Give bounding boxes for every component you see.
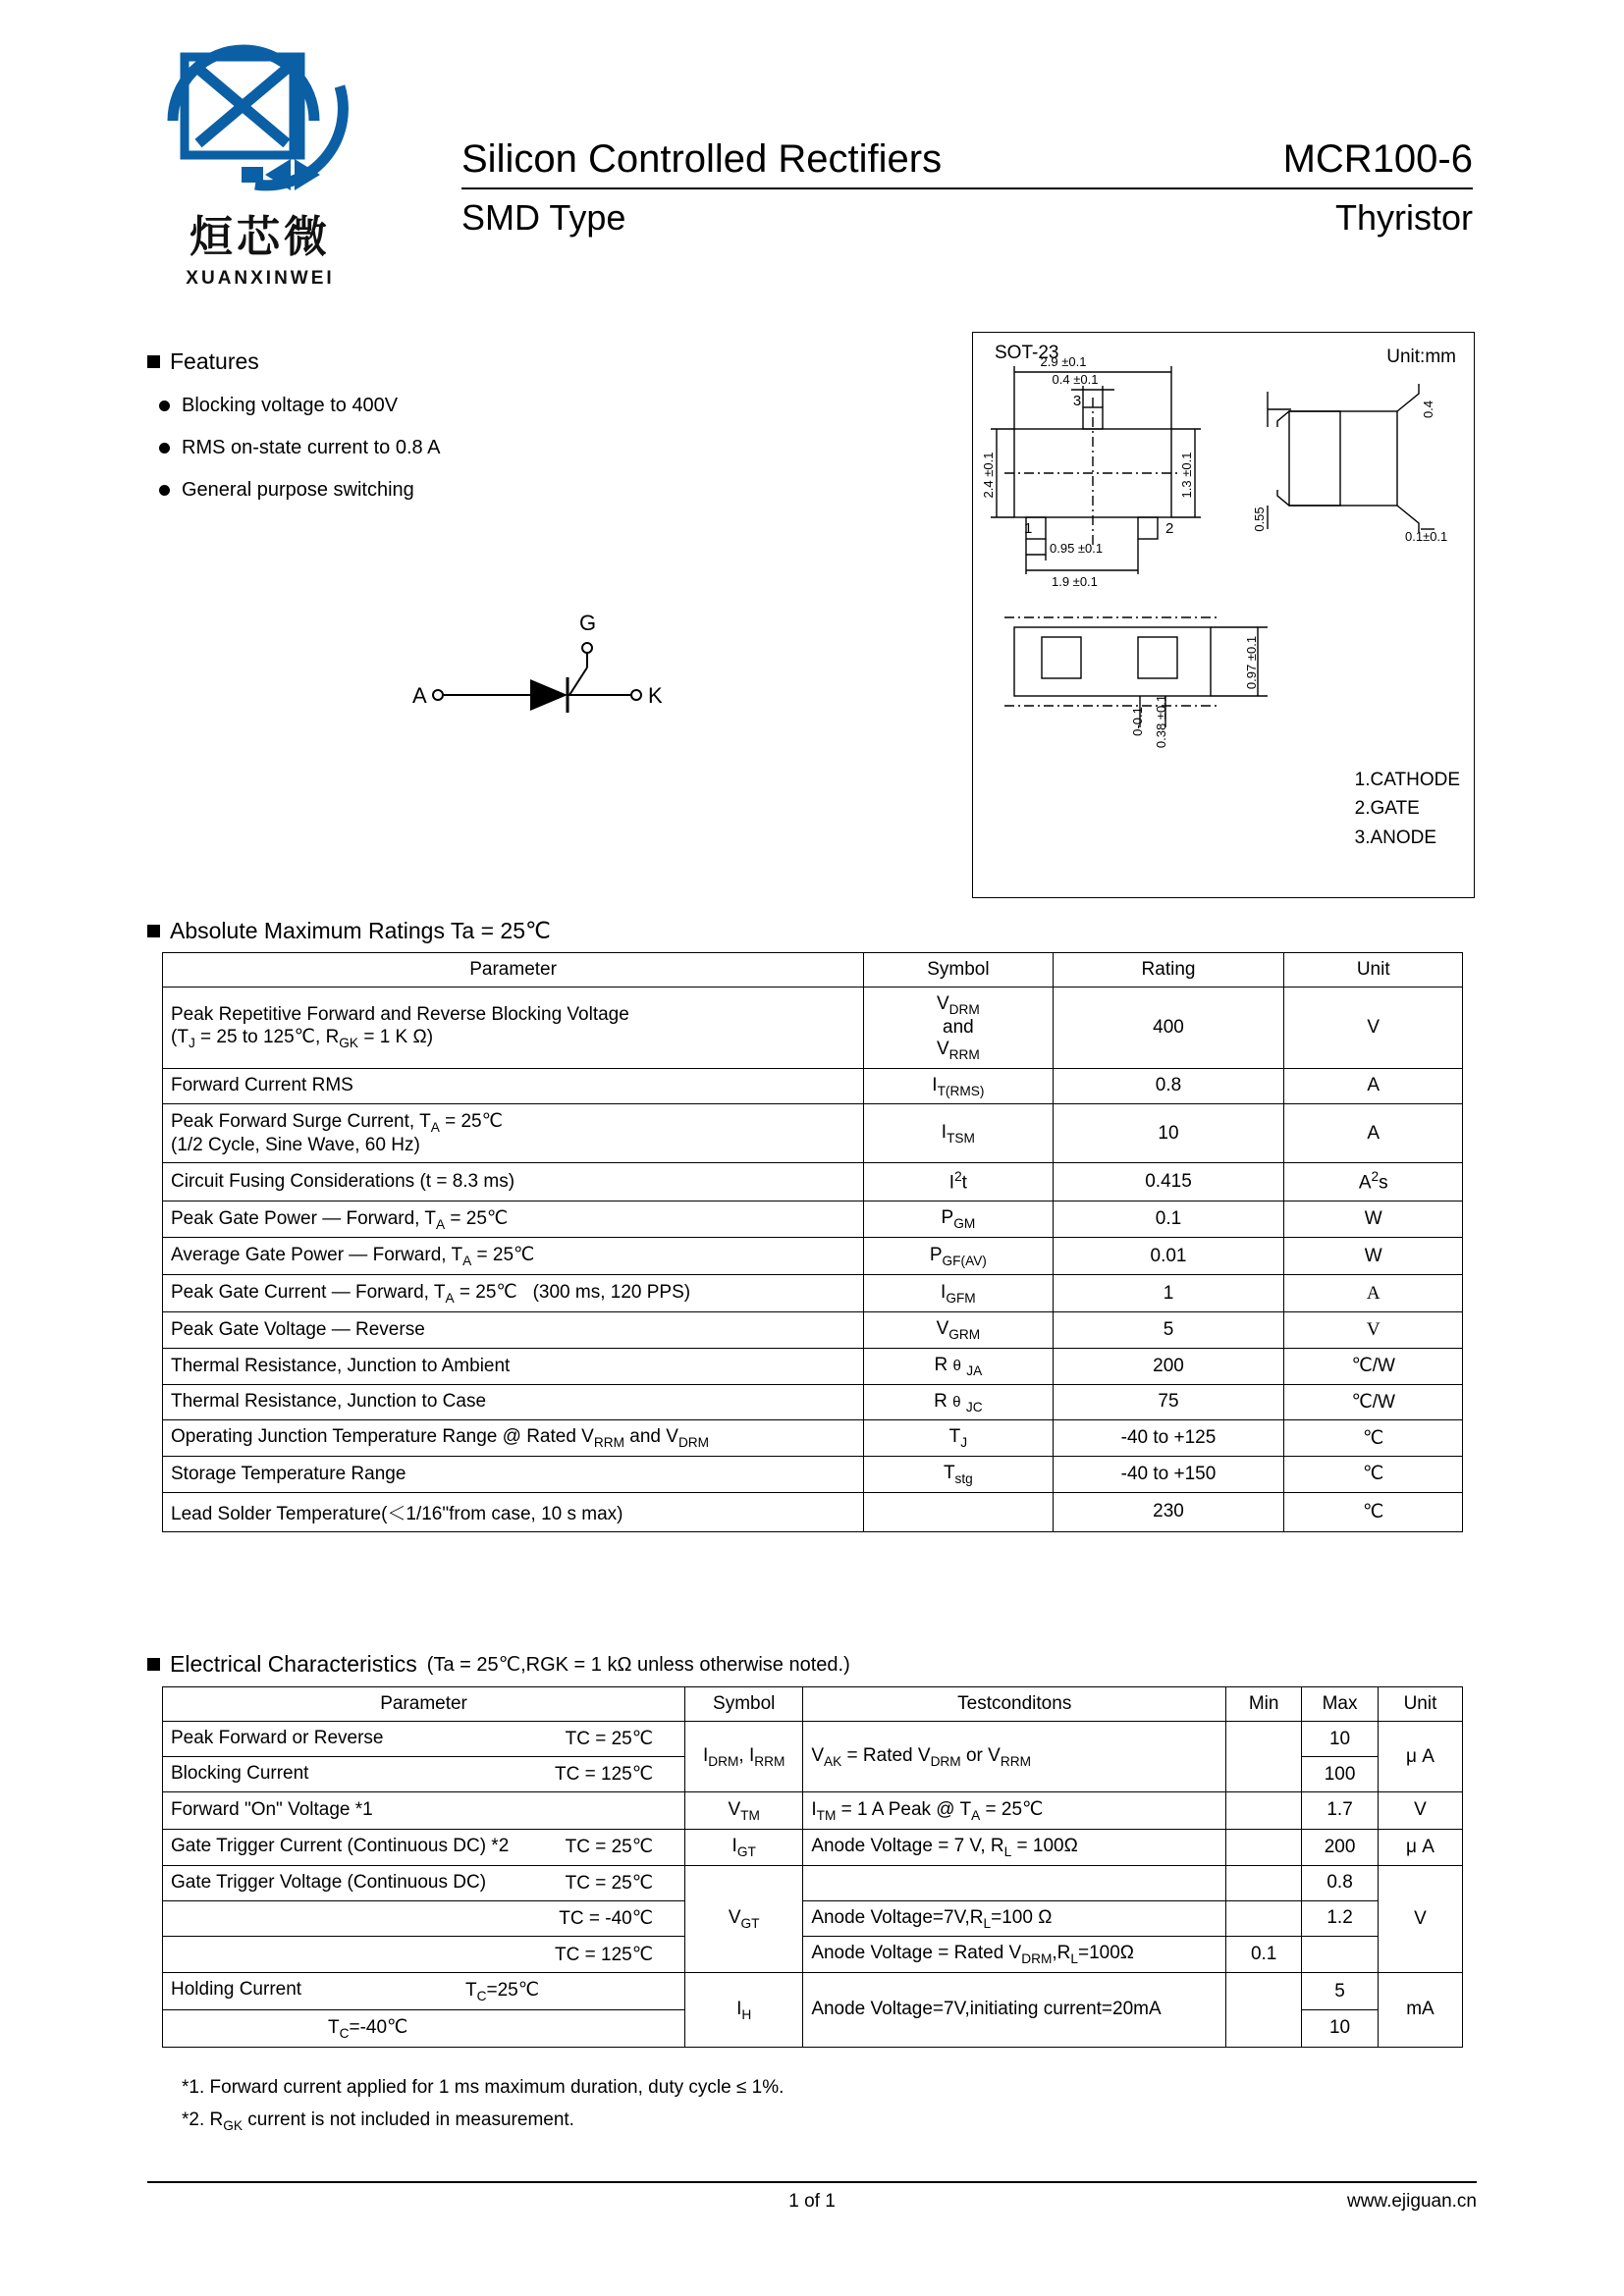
table-header-row: [163, 953, 1463, 988]
cell-rating: 0.415: [1053, 1163, 1284, 1201]
bullet-square-icon: [147, 925, 160, 937]
cell-unit: V: [1378, 1865, 1462, 1973]
footnotes: [182, 2071, 784, 2138]
footnote-item: *2. $R_{GK}$ current is not included in measurement.: [182, 2109, 574, 2134]
table-row: [163, 1865, 1463, 1900]
features-heading: [147, 348, 658, 375]
cell-parameter: Average Gate Power — Forward, $T_A$ = 25℃: [163, 1238, 864, 1275]
cell-symbol: $I_{GT}$: [685, 1829, 803, 1865]
cell-unit: V: [1284, 988, 1463, 1069]
cell-parameter: Peak Repetitive Forward and Reverse Blocking Voltage ($T_J = 25$ to 125℃, $R_{GK} = 1$ K Ω): [163, 988, 864, 1069]
cell-min: [1226, 1973, 1302, 2048]
symbol-cathode-label: K: [648, 683, 663, 708]
param-cond: $T_C=-40℃$: [328, 2016, 408, 2041]
cell-unit: A: [1284, 1068, 1463, 1104]
param-cond: TC = -40℃: [559, 1907, 654, 1929]
cell-min: [1226, 1829, 1302, 1865]
dim-bottom-h1: 0.97 ±0.1: [1244, 635, 1259, 690]
title-block: [461, 137, 1473, 239]
page-number: 1 of 1: [788, 2191, 836, 2212]
cell-max: 1.7: [1302, 1792, 1379, 1830]
table-row: [163, 1722, 1463, 1757]
cell-symbol: $V_{TM}$: [685, 1792, 803, 1830]
cell-parameter: Forward "On" Voltage *1: [163, 1792, 685, 1830]
electrical-characteristics-heading: [147, 1651, 850, 1678]
cell-symbol: $V_{GT}$: [685, 1865, 803, 1973]
cell-testconditions: [803, 1865, 1226, 1900]
cell-testconditions: $I_{TM} = 1$ A Peak @ $T_A$ = 25℃: [803, 1792, 1226, 1830]
param-text: Gate Trigger Voltage (Continuous DC): [171, 1871, 487, 1893]
cell-unit: V: [1378, 1792, 1462, 1830]
cell-max: 0.8: [1302, 1865, 1379, 1900]
logo-chinese-name: 烜芯微: [189, 213, 331, 261]
symbol-gate-label: G: [579, 611, 597, 635]
dim-bottom-h2: 0.38 ±0.1: [1154, 694, 1168, 749]
electrical-characteristics-heading-label: Electrical Characteristics: [170, 1651, 417, 1677]
cell-symbol: $I_H$: [685, 1973, 803, 2048]
param-text: Holding Current: [171, 1979, 302, 2001]
dim-top-inner: 0.4 ±0.1: [1052, 372, 1099, 387]
cell-parameter: Circuit Fusing Considerations (t = 8.3 ms): [163, 1163, 864, 1201]
cell-parameter: [163, 1722, 685, 1757]
cell-rating: 230: [1053, 1492, 1284, 1531]
param-cond: TC = 25℃: [565, 1837, 654, 1858]
cell-rating: 1: [1053, 1275, 1284, 1312]
table-row: [163, 1792, 1463, 1830]
cell-rating: 200: [1053, 1348, 1284, 1384]
page-header: [0, 0, 1624, 294]
cell-unit: ℃: [1284, 1420, 1463, 1457]
cell-max: [1302, 1937, 1379, 1973]
cell-symbol: $T_J$: [864, 1420, 1053, 1457]
pin-legend-item: 2.GATE: [1354, 798, 1420, 820]
bullet-dot-icon: [159, 400, 170, 411]
cell-max: 1.2: [1302, 1900, 1379, 1937]
column-header-symbol: Symbol: [685, 1687, 803, 1722]
cell-unit: $A^2s$: [1284, 1163, 1463, 1201]
cell-symbol: $I_{DRM}$, $I_{RRM}$: [685, 1722, 803, 1792]
document-subtitle: SMD Type: [461, 197, 626, 238]
table-row: [163, 1492, 1463, 1531]
column-header-parameter: Parameter: [163, 953, 864, 988]
package-unit: Unit:mm: [1386, 347, 1456, 367]
table-row: [163, 1829, 1463, 1865]
cell-parameter: Peak Gate Power — Forward, $T_A$ = 25℃: [163, 1201, 864, 1238]
bullet-dot-icon: [159, 443, 170, 454]
cell-unit: μ A: [1378, 1722, 1462, 1792]
cell-unit: mA: [1378, 1973, 1462, 2048]
cell-min: [1226, 1722, 1302, 1792]
table-row: [163, 1104, 1463, 1163]
pin-number-3: 3: [1072, 393, 1082, 409]
package-outline-drawing: [972, 332, 1475, 898]
table-row: [163, 1201, 1463, 1238]
cell-rating: 0.1: [1053, 1201, 1284, 1238]
table-row: [163, 1311, 1463, 1348]
pin-number-1: 1: [1024, 520, 1033, 537]
cell-min: 0.1: [1226, 1937, 1302, 1973]
bullet-dot-icon: [159, 485, 170, 496]
cell-testconditions: Anode Voltage=7V,initiating current=20mA: [803, 1973, 1226, 2048]
cell-symbol: $V_{GRM}$: [864, 1311, 1053, 1348]
absolute-max-ratings-heading: [147, 918, 551, 944]
footer-divider: [147, 2181, 1477, 2183]
cell-rating: -40 to +150: [1053, 1457, 1284, 1493]
pin-legend-item: 1.CATHODE: [1354, 769, 1460, 790]
column-header-unit: Unit: [1284, 953, 1463, 988]
param-text: Peak Forward or Reverse: [171, 1728, 384, 1748]
cell-symbol: $I_{GFM}$: [864, 1275, 1053, 1312]
cell-symbol: $V_{DRM}$ and $V_{RRM}$: [864, 988, 1053, 1069]
cell-parameter: Peak Forward Surge Current, $T_A$ = 25℃ (1/2 Cycle, Sine Wave, 60 Hz): [163, 1104, 864, 1163]
cell-parameter: Lead Solder Temperature(＜1/16"from case, 10 s max): [163, 1492, 864, 1531]
symbol-anode-label: A: [412, 683, 427, 708]
param-text: Gate Trigger Current (Continuous DC) *2: [171, 1836, 510, 1857]
dim-top-width: 2.9 ±0.1: [1040, 354, 1087, 369]
company-logo: [147, 27, 373, 288]
dim-side-bottom: 0.1±0.1: [1405, 529, 1448, 544]
cell-symbol: R θ $_{JA}$: [864, 1348, 1053, 1384]
cell-rating: 75: [1053, 1384, 1284, 1420]
cell-testconditions: $V_{AK}$ = Rated $V_{DRM}$ or $V_{RRM}$: [803, 1722, 1226, 1792]
column-header-rating: Rating: [1053, 953, 1284, 988]
table-row: [163, 1238, 1463, 1275]
footnote-item: *1. Forward current applied for 1 ms maximum duration, duty cycle ≤ 1%.: [182, 2077, 785, 2098]
thyristor-symbol-diagram: [412, 609, 785, 736]
cell-unit: ℃/W: [1284, 1348, 1463, 1384]
cell-parameter: Storage Temperature Range: [163, 1457, 864, 1493]
dim-pin-left: 0.95 ±0.1: [1050, 541, 1104, 556]
table-row: [163, 1937, 1463, 1973]
cell-min: [1226, 1792, 1302, 1830]
feature-label: RMS on-state current to 0.8 A: [182, 437, 441, 458]
document-title: Silicon Controlled Rectifiers: [461, 137, 943, 181]
bullet-square-icon: [147, 1658, 160, 1671]
cell-rating: 0.8: [1053, 1068, 1284, 1104]
param-text: Blocking Current: [171, 1763, 309, 1784]
absolute-max-ratings-heading-label: Absolute Maximum Ratings Ta = 25℃: [170, 918, 551, 943]
bullet-square-icon: [147, 355, 160, 368]
device-type: Thyristor: [1334, 197, 1473, 238]
cell-symbol: $P_{GF(AV)}$: [864, 1238, 1053, 1275]
dim-left-height: 2.4 ±0.1: [981, 452, 996, 499]
param-cond: TC = 125℃: [555, 1764, 654, 1785]
cell-parameter: Forward Current RMS: [163, 1068, 864, 1104]
dim-pin-span: 1.9 ±0.1: [1052, 574, 1098, 589]
cell-unit: A: [1284, 1275, 1463, 1312]
cell-unit: ℃: [1284, 1457, 1463, 1493]
cell-max: 200: [1302, 1829, 1379, 1865]
dim-side-mid: 0.55: [1252, 507, 1267, 532]
cell-unit: A: [1284, 1104, 1463, 1163]
column-header-unit: Unit: [1378, 1687, 1462, 1722]
cell-parameter: Thermal Resistance, Junction to Ambient: [163, 1348, 864, 1384]
cell-parameter: Thermal Resistance, Junction to Case: [163, 1384, 864, 1420]
cell-symbol: $I^2t$: [864, 1163, 1053, 1201]
table-row: [163, 1163, 1463, 1201]
table-row: [163, 1275, 1463, 1312]
cell-parameter: Operating Junction Temperature Range @ Rated $V_{RRM}$ and $V_{DRM}$: [163, 1420, 864, 1457]
absolute-max-ratings-table: [162, 952, 1463, 1532]
cell-parameter: [163, 1865, 685, 1900]
cell-parameter: Peak Gate Voltage — Reverse: [163, 1311, 864, 1348]
table-row: [163, 1420, 1463, 1457]
cell-symbol: $I_{T(RMS)}$: [864, 1068, 1053, 1104]
cell-unit: μ A: [1378, 1829, 1462, 1865]
pin-legend-item: 3.ANODE: [1354, 827, 1437, 848]
cell-max: 10: [1302, 1722, 1379, 1757]
cell-max: 100: [1302, 1757, 1379, 1792]
cell-max: 5: [1302, 1973, 1379, 2010]
column-header-testconditions: Testconditons: [803, 1687, 1226, 1722]
cell-symbol: [864, 1492, 1053, 1531]
package-name: SOT-23: [995, 343, 1059, 363]
title-divider: [461, 187, 1473, 189]
cell-unit: ℃: [1284, 1492, 1463, 1531]
cell-testconditions: Anode $Voltage=7V,R_L=100$ Ω: [803, 1900, 1226, 1937]
param-cond: $T_C=25℃$: [465, 1980, 540, 2003]
column-header-max: Max: [1302, 1687, 1379, 1722]
cell-parameter: [163, 1937, 685, 1973]
list-item: [147, 395, 658, 417]
dim-right-height: 1.3 ±0.1: [1179, 452, 1194, 499]
list-item: [147, 437, 658, 459]
table-row: [163, 1900, 1463, 1937]
table-row: [163, 1457, 1463, 1493]
features-heading-label: Features: [170, 348, 259, 374]
table-row: [163, 988, 1463, 1069]
feature-label: General purpose switching: [182, 479, 414, 501]
page-footer: [147, 2191, 1477, 2213]
feature-label: Blocking voltage to 400V: [182, 395, 399, 416]
table-row: [163, 1384, 1463, 1420]
table-row: [163, 1973, 1463, 2010]
logo-english-name: XUANXINWEI: [186, 268, 335, 289]
cell-parameter: [163, 1973, 685, 2010]
cell-unit: W: [1284, 1238, 1463, 1275]
cell-unit: ℃/W: [1284, 1384, 1463, 1420]
table-row: [163, 1068, 1463, 1104]
param-cond: TC = 125℃: [555, 1944, 654, 1965]
table-header-row: [163, 1687, 1463, 1722]
cell-symbol: $T_{stg}$: [864, 1457, 1053, 1493]
list-item: [147, 479, 658, 502]
param-cond: TC = 25℃: [565, 1872, 654, 1894]
features-section: [147, 348, 658, 502]
logo-mark-icon: [147, 27, 373, 199]
electrical-characteristics-heading-note: (Ta = 25℃,RGK = 1 kΩ unless otherwise noted.): [426, 1654, 850, 1676]
cell-max: 10: [1302, 2009, 1379, 2047]
cell-unit: W: [1284, 1201, 1463, 1238]
cell-rating: 10: [1053, 1104, 1284, 1163]
cell-parameter: [163, 2009, 685, 2047]
param-cond: TC = 25℃: [565, 1729, 654, 1749]
cell-parameter: [163, 1757, 685, 1792]
dim-bottom-h3: 0-0.1: [1130, 707, 1145, 736]
cell-parameter: Peak Gate Current — Forward, $T_A$ = 25℃ (300 ms, 120 PPS): [163, 1275, 864, 1312]
cell-min: [1226, 1900, 1302, 1937]
column-header-min: Min: [1226, 1687, 1302, 1722]
cell-symbol: $I_{TSM}$: [864, 1104, 1053, 1163]
cell-symbol: $P_{GM}$: [864, 1201, 1053, 1238]
cell-parameter: [163, 1829, 685, 1865]
cell-testconditions: Anode Voltage = Rated $V_{DRM},R_L=100\Omega$: [803, 1937, 1226, 1973]
cell-testconditions: Anode Voltage = 7 V, $R_L = 100\Omega$: [803, 1829, 1226, 1865]
cell-unit: V: [1284, 1311, 1463, 1348]
dim-side-top: 0.4: [1421, 400, 1435, 419]
cell-symbol: R θ $_{JC}$: [864, 1384, 1053, 1420]
pin-legend: [1355, 766, 1460, 852]
part-number: MCR100-6: [1282, 137, 1473, 181]
scr-symbol-icon: [412, 609, 785, 736]
cell-rating: 400: [1053, 988, 1284, 1069]
cell-rating: 5: [1053, 1311, 1284, 1348]
website-link[interactable]: www.ejiguan.cn: [1346, 2191, 1477, 2212]
electrical-characteristics-table: [162, 1686, 1463, 2048]
pin-number-2: 2: [1165, 520, 1174, 537]
column-header-parameter: Parameter: [163, 1687, 685, 1722]
cell-parameter: [163, 1900, 685, 1937]
cell-min: [1226, 1865, 1302, 1900]
table-row: [163, 1348, 1463, 1384]
cell-rating: 0.01: [1053, 1238, 1284, 1275]
column-header-symbol: Symbol: [864, 953, 1053, 988]
cell-rating: -40 to +125: [1053, 1420, 1284, 1457]
